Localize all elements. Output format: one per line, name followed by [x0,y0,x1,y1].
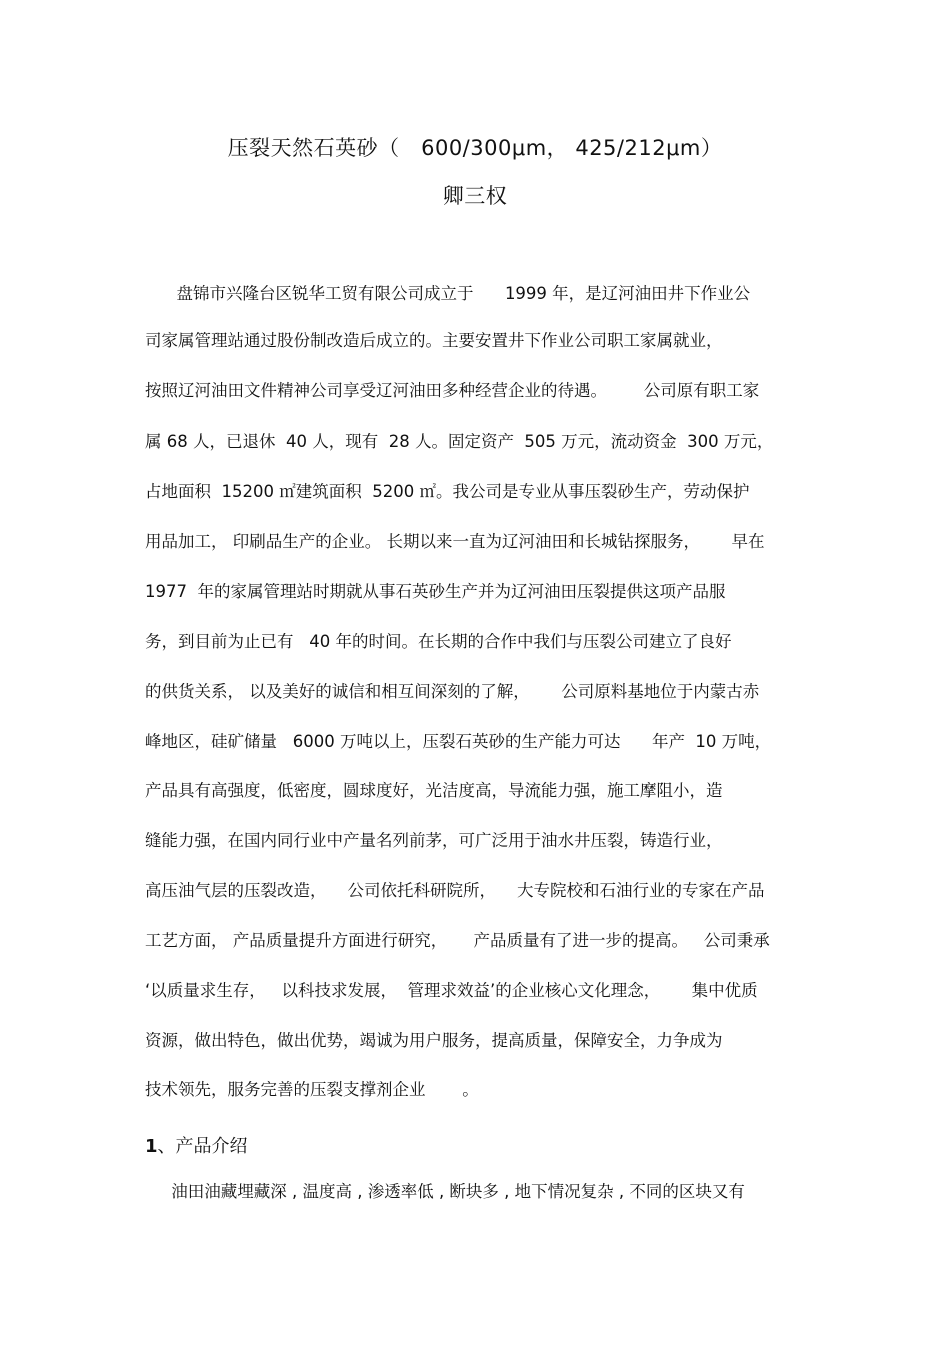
section-heading [145,1132,248,1158]
paragraph-line: 的供货关系， 以及美好的诚信和相互间深刻的了解， 公司原料基地位于内蒙古赤 [145,682,760,701]
paragraph-line: 产品具有高强度，低密度，圆球度好，光洁度高，导流能力强，施工摩阻小，造 [145,781,723,800]
paragraph-line: 高压油气层的压裂改造， 公司依托科研院所， 大专院校和石油行业的专家在产品 [145,881,765,900]
paragraph-line: 工艺方面， 产品质量提升方面进行研究， 产品质量有了进一步的提高。 公司秉承 [145,931,770,950]
paragraph-line: 占地面积 15200 ㎡建筑面积 5200 ㎡。我公司是专业从事压裂砂生产，劳动保护 [145,482,750,501]
paragraph-line: 1977 年的家属管理站时期就从事石英砂生产并为辽河油田压裂提供这项产品服 [145,582,726,601]
paragraph-line: 属 68 人，已退休 40 人，现有 28 人。固定资产 505 万元，流动资金 300 万元， [145,432,774,451]
paragraph-line: 油田油藏埋藏深 , 温度高 , 渗透率低 , 断块多 , 地下情况复杂 , 不同的区块又有 [145,1182,745,1201]
document-author: 卿三权 [442,184,508,208]
paragraph-line: 按照辽河油田文件精神公司享受辽河油田多种经营企业的待遇。 公司原有职工家 [145,381,760,400]
section-number: 1 [145,1136,158,1157]
document-title: 压裂天然石英砂（ 600/300μm， 425/212μm） [227,136,723,160]
paragraph-line: 务，到目前为止已有 40 年的时间。在长期的合作中我们与压裂公司建立了良好 [145,632,732,651]
paragraph-line: 司家属管理站通过股份制改造后成立的。主要安置井下作业公司职工家属就业， [145,331,723,350]
paragraph-line: 用品加工， 印刷品生产的企业。 长期以来一直为辽河油田和长城钻探服务， 早在 [145,532,765,551]
paragraph-line: 盘锦市兴隆台区锐华工贸有限公司成立于 1999 年，是辽河油田井下作业公 [145,284,751,303]
paragraph-line: 资源，做出特色，做出优势，竭诚为用户服务，提高质量，保障安全，力争成为 [145,1031,723,1050]
section-title: 、产品介绍 [157,1136,248,1157]
paragraph-line: 峰地区，硅矿储量 6000 万吨以上，压裂石英砂的生产能力可达 年产 10 万吨， [145,732,772,751]
paragraph-line: 技术领先，服务完善的压裂支撑剂企业 。 [145,1080,479,1099]
paragraph-line: 缝能力强，在国内同行业中产量名列前茅，可广泛用于油水井压裂，铸造行业， [145,831,723,850]
paragraph-line: ‘以质量求生存， 以科技求发展， 管理求效益’的企业核心文化理念， 集中优质 [145,981,758,1000]
